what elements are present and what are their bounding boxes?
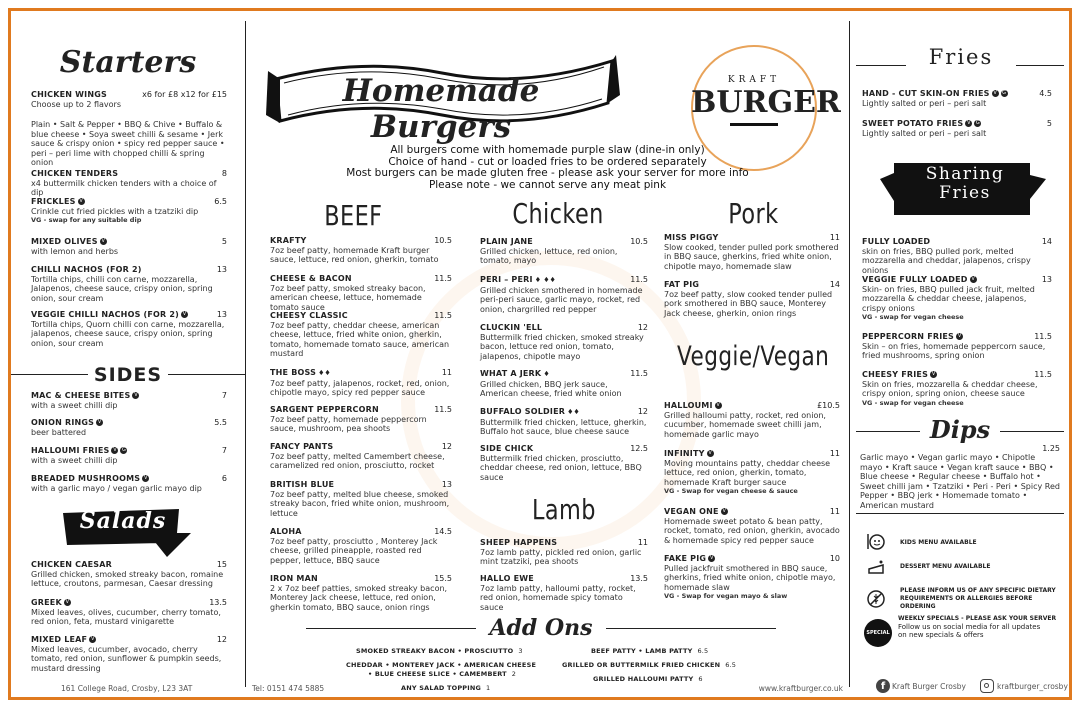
vegan-icon: V	[957, 333, 962, 339]
item-desc: 7oz beef patty, homemade peppercorn sauce, mushroom, pea shoots	[270, 414, 427, 433]
wing-flavours	[31, 120, 227, 168]
gluten-free-icon: G	[975, 120, 980, 126]
fries-title: Fries	[906, 45, 1016, 69]
item-price: 10.5	[434, 236, 452, 245]
menu-item	[31, 391, 227, 410]
item-desc: skin on fries, BBQ pulled pork, melted mozzarella and cheddar, jalapenos, crispy onions	[862, 246, 1031, 275]
starters-title: Starters	[59, 45, 197, 80]
lamb-title: Lamb	[532, 493, 596, 526]
item-desc: Buttermilk fried chicken, smoked streaky bacon, lettuce red onion, tomato, jalapenos, chipotle mayo	[480, 332, 644, 361]
item-name: PEPPERCORN FRIES	[862, 332, 955, 341]
menu-item	[270, 311, 452, 359]
item-desc: Grilled chicken, BBQ jerk sauce, American cheese, fried white onion	[480, 379, 622, 398]
menu-item	[31, 446, 227, 465]
menu-item	[480, 275, 648, 314]
item-price: 13.5	[630, 574, 648, 583]
addons-rule-left	[306, 628, 476, 629]
item-desc: Grilled halloumi patty, rocket, red onion, cucumber, homemade sweet chilli jam, homemade garlic mayo	[664, 410, 826, 439]
item-desc: 7oz beef patty, cheddar cheese, american cheese, lettuce, fried white onion, gherkin, tomato, homemade tomato sauce, american mustard	[270, 320, 450, 358]
menu-item	[862, 275, 1052, 323]
menu-item	[664, 401, 840, 439]
item-desc: Tortilla chips, chilli con carne, mozzarella, Jalapenos, cheese sauce, crispy onion, spring onion, sour cream	[31, 274, 213, 303]
menu-item	[270, 236, 452, 265]
item-price: 15.5	[434, 574, 452, 583]
item-desc: Lightly salted or peri – peri salt	[862, 98, 987, 108]
menu-item	[480, 444, 648, 482]
menu-item	[480, 237, 648, 266]
vegan-note: VG - swap for vegan cheese	[862, 313, 964, 321]
dips-title: Dips	[920, 415, 1000, 444]
item-desc: Grilled chicken smothered in homemade peri-peri sauce, garlic mayo, rocket, red onion, chargrilled red pepper	[480, 285, 643, 314]
veggie-title: Veggie/Vegan	[677, 341, 830, 372]
item-price: 13	[441, 480, 452, 489]
item-price: 12	[441, 442, 452, 451]
logo-underline	[730, 123, 778, 126]
item-desc: Skin – on fries, homemade peppercorn sauce, fried mushrooms, spring onion	[862, 341, 1046, 360]
item-name: CLUCKIN 'ELL	[480, 323, 543, 332]
item-desc: with a garlic mayo / vegan garlic mayo dip	[31, 483, 202, 493]
addons-rule-right	[606, 628, 776, 629]
item-name: CHICKEN CAESAR	[31, 560, 112, 569]
item-price: 11	[829, 449, 840, 458]
item-price: 10	[829, 554, 840, 563]
item-desc: 7oz beef patty, slow cooked tender pulled pork smothered in BBQ sauce, Monterey Jack cheese, gherkin, onion rings	[664, 289, 833, 318]
item-desc: Homemade sweet potato & bean patty, rocket, tomato, red onion, gherkin, avocado & homemade spicy red pepper sauce	[664, 516, 840, 545]
addon-line: BEEF PATTY • LAMB PATTY 6.5	[591, 647, 709, 655]
addon-line: GRILLED OR BUTTERMILK FRIED CHICKEN 6.5	[562, 661, 737, 669]
menu-item	[862, 237, 1052, 275]
menu-item	[664, 554, 840, 602]
item-name: FANCY PANTS	[270, 442, 334, 451]
item-desc: Lightly salted or peri – peri salt	[862, 128, 987, 138]
item-name: HALLOUMI	[664, 401, 713, 410]
chilli-icon: ♦♦	[567, 408, 580, 416]
menu-item	[664, 449, 840, 497]
vegetarian-icon: V	[971, 276, 975, 282]
item-price: 11.5	[1034, 332, 1052, 341]
item-name: IRON MAN	[270, 574, 318, 583]
item-desc: beer battered	[31, 427, 87, 437]
vegetarian-icon: V	[716, 402, 720, 408]
item-price: 6.5	[214, 197, 227, 206]
item-name: BREADED MUSHROOMS	[31, 474, 141, 483]
item-name: CHILLI NACHOS (FOR 2)	[31, 265, 142, 274]
item-name: KRAFTY	[270, 236, 307, 245]
chilli-icon: ♦ ♦♦	[534, 276, 556, 284]
menu-item	[31, 560, 227, 589]
item-price: 10.5	[630, 237, 648, 246]
page-title: Homemade Burgers	[342, 73, 540, 145]
vegetarian-icon: V	[65, 599, 70, 605]
vegan-icon: V	[144, 475, 148, 481]
item-name: INFINITY	[664, 449, 705, 458]
footer-address: 161 College Road, Crosby, L23 3AT	[61, 684, 193, 693]
item-name: FULLY LOADED	[862, 237, 931, 246]
menu-item	[31, 635, 227, 673]
menu-item	[664, 233, 840, 271]
vegan-icon: V	[101, 238, 105, 244]
chilli-icon: ♦	[543, 370, 550, 378]
item-name: VEGAN ONE	[664, 507, 719, 516]
note-line: All burgers come with homemade purple slaw (dine-in only)	[390, 144, 705, 156]
item-price: 12.5	[630, 444, 648, 453]
item-desc: Tortilla chips, Quorn chilli con carne, mozzarella, jalapenos, cheese sauce, crispy onion, spring onion, sour cream	[31, 319, 225, 348]
item-name: CHEESE & BACON	[270, 274, 352, 283]
menu-item	[31, 197, 227, 226]
item-desc: 7oz beef patty, homemade Kraft burger sauce, lettuce, red onion, gherkin, tomato	[270, 245, 439, 264]
item-price: £10.5	[817, 401, 840, 410]
item-price: 11	[637, 538, 648, 547]
item-price: 14	[829, 280, 840, 289]
item-price: 13.5	[209, 598, 227, 607]
item-name: MAC & CHEESE BITES	[31, 391, 131, 400]
item-desc: with a sweet chilli dip	[31, 400, 118, 410]
vegan-icon: V	[182, 311, 187, 317]
gluten-free-icon: G	[122, 447, 126, 453]
item-price: 12	[637, 407, 648, 416]
item-name: CHICKEN TENDERS	[31, 169, 119, 178]
item-name: SHEEP HAPPENS	[480, 538, 558, 547]
vegan-icon: V	[97, 419, 102, 425]
info-dessert: DESSERT MENU AVAILABLE	[900, 563, 991, 570]
item-price: 11.5	[434, 405, 452, 414]
right-column	[850, 11, 1072, 697]
allergy-icon	[866, 589, 886, 609]
menu-item	[270, 442, 452, 471]
item-price: 7	[221, 391, 227, 400]
menu-item	[664, 507, 840, 545]
item-desc: Skin- on fries, BBQ pulled jack fruit, melted mozzarella & cheddar cheese, jalapenos, crispy onions	[862, 284, 1035, 313]
addons-title: Add Ons	[489, 615, 593, 641]
item-name: BRITISH BLUE	[270, 480, 335, 489]
item-price: 11	[441, 368, 452, 377]
item-name: MISS PIGGY	[664, 233, 719, 242]
item-price: 14.5	[434, 527, 452, 536]
item-desc: Grilled chicken, smoked streaky bacon, romaine lettuce, croutons, parmesan, Caesar dressing	[31, 569, 224, 588]
note-line: Most burgers can be made gluten free - please ask your server for more info	[346, 167, 749, 179]
item-name: FRICKLES	[31, 197, 76, 206]
item-price: 1.25	[1042, 444, 1060, 453]
vegetarian-icon: V	[709, 555, 714, 561]
item-price: 11	[829, 507, 840, 516]
item-price: 8	[221, 169, 227, 178]
menu-item	[270, 527, 452, 565]
item-price: 5	[221, 237, 227, 246]
item-desc: 7oz lamb patty, halloumi patty, rocket, red onion, homemade spicy tomato sauce	[480, 583, 636, 612]
item-desc: x4 buttermilk chicken tenders with a choice of dip	[31, 178, 217, 197]
vegan-note: VG - Swap for vegan cheese & sauce	[664, 487, 798, 495]
item-price: 5	[1046, 119, 1052, 128]
menu-item	[862, 370, 1052, 408]
item-price: 11.5	[434, 311, 452, 320]
item-desc: Mixed leaves, olives, cucumber, cherry tomato, red onion, feta, mustard vinigarette	[31, 607, 221, 626]
info-rule	[856, 513, 1064, 514]
item-price: 14	[1041, 237, 1052, 246]
item-desc: 2 x 7oz beef patties, smoked streaky bacon, Monterey Jack cheese, lettuce, red onion, gherkin tomato, BBQ sauce, onion rings	[270, 583, 448, 612]
item-desc: Choose up to 2 flavors	[31, 99, 122, 109]
item-price: 11.5	[1034, 370, 1052, 379]
vegan-icon: V	[967, 120, 971, 126]
item-name: MIXED LEAF	[31, 635, 88, 644]
item-name: WHAT A JERK	[480, 369, 542, 378]
vegan-icon: V	[79, 198, 83, 204]
item-price: 13	[216, 310, 227, 319]
instagram-icon[interactable]	[980, 679, 994, 693]
salads-title: Salads	[79, 508, 167, 534]
menu-item	[31, 169, 227, 198]
item-desc: 7oz beef patty, melted blue cheese, smoked streaky bacon, fried white onion, mushroom, lettuce	[270, 489, 450, 518]
logo-burger: BURGER	[691, 85, 841, 120]
menu-item	[480, 369, 648, 399]
info-specials: WEEKLY SPECIALS - PLEASE ASK YOUR SERVER Follow us on social media for all updates on new specials & offers	[898, 615, 1057, 639]
item-price: 6	[221, 474, 227, 483]
menu-item	[480, 574, 648, 612]
item-price: 5.5	[214, 418, 227, 427]
footer-web: www.kraftburger.co.uk	[758, 684, 843, 693]
item-name: HAND - CUT SKIN-ON FRIES	[862, 89, 990, 98]
item-desc: with lemon and herbs	[31, 246, 119, 256]
menu-item	[664, 280, 840, 318]
item-name: VEGGIE FULLY LOADED	[862, 275, 968, 284]
beef-title: BEEF	[324, 199, 383, 232]
item-desc: 7oz beef patty, prosciutto , Monterey Jack cheese, grilled pineapple, roasted red pepper, lettuce, BBQ sauce	[270, 536, 438, 565]
item-name: PLAIN JANE	[480, 237, 533, 246]
item-name: PERI – PERI	[480, 275, 533, 284]
item-desc: Plain • Salt & Pepper • BBQ & Chive • Buffalo & blue cheese • Soya sweet chilli & sesame • Jerk sauce & crispy onion • spicy red pepper sauce • peri – peri lime with chopped chilli & spring onion	[31, 120, 225, 167]
note-line: Choice of hand - cut or loaded fries to be ordered separately	[388, 155, 707, 168]
item-desc: Buttermilk fried chicken, prosciutto, cheddar cheese, red onion, lettuce, BBQ sauce	[480, 453, 642, 482]
item-name: BUFFALO SOLDIER	[480, 407, 566, 416]
item-desc: Pulled jackfruit smothered in BBQ sauce, gherkins, fried white onion, chipotle mayo, homemade slaw	[664, 563, 836, 592]
menu-item	[270, 274, 452, 312]
addon-line: ANY SALAD TOPPING 1	[401, 684, 491, 692]
item-desc: 7oz beef patty, jalapenos, rocket, red, onion, chipotle mayo, spicy red pepper sauce	[270, 378, 450, 397]
item-price: 15	[216, 560, 227, 569]
item-price: 4.5	[1039, 89, 1052, 98]
item-desc: Buttermilk fried chicken, lettuce, gherkin, Buffalo hot sauce, blue cheese sauce	[480, 417, 647, 436]
item-price: 11	[829, 233, 840, 242]
kids-menu-icon	[866, 531, 886, 551]
footer-facebook: Kraft Burger Crosby	[892, 682, 966, 691]
vegetarian-icon: V	[708, 450, 712, 456]
item-name: CHEESY CLASSIC	[270, 311, 348, 320]
menu-item	[31, 265, 227, 303]
dessert-icon	[866, 557, 886, 577]
vegan-note: VG - swap for vegan cheese	[862, 398, 964, 407]
addon-line: SMOKED STREAKY BACON • PROSCIUTTO 3	[356, 647, 523, 655]
menu-item	[31, 90, 227, 109]
item-desc: Moving mountains patty, cheddar cheese lettuce, red onion, gherkin, tomato, homemade Kraft burger sauce	[664, 458, 831, 487]
menu-item	[480, 407, 648, 437]
item-name: MIXED OLIVES	[31, 237, 98, 246]
note-line: Please note - we cannot serve any meat pink	[428, 178, 667, 191]
item-desc: Skin on fries, mozzarella & cheddar cheese, crispy onion, spring onion, cheese sauce	[862, 379, 1038, 398]
menu-item	[31, 474, 227, 493]
pork-title: Pork	[728, 197, 779, 230]
menu-item	[31, 598, 227, 627]
item-desc: 7oz beef patty, smoked streaky bacon, american cheese, lettuce, homemade tomato sauce	[270, 283, 426, 312]
sides-title: SIDES	[88, 364, 168, 386]
menu-item	[862, 119, 1052, 138]
item-price: 12	[637, 323, 648, 332]
vegan-icon: V	[993, 90, 997, 96]
menu-item	[862, 89, 1052, 108]
item-desc: Slow cooked, tender pulled pork smothered in BBQ sauce, gherkins, fried white onion, chipotle mayo, homemade slaw	[664, 242, 839, 271]
item-desc: Crinkle cut fried pickles with a tzatziki dip	[31, 206, 199, 216]
menu-item	[31, 418, 227, 437]
info-allergy: PLEASE INFORM US OF ANY SPECIFIC DIETARY REQUIREMENTS OR ALLERGIES BEFORE ORDERING	[900, 587, 1056, 610]
chilli-icon: ♦♦	[318, 369, 331, 377]
vegan-icon: V	[91, 636, 95, 642]
item-name: VEGGIE CHILLI NACHOS (FOR 2)	[31, 310, 180, 319]
item-desc: Garlic mayo • Vegan garlic mayo • Chipotle mayo • Kraft sauce • Vegan kraft sauce • BBQ • Blue cheese • Regular cheese • Buffalo hot • Sweet chilli jam • Tzatziki • Peri - Peri • Spicy Red Pepper • BBQ jerk • Homemade tomato • American mustard	[860, 453, 1060, 510]
addon-line: CHEDDAR • MONTEREY JACK • AMERICAN CHEESE	[346, 661, 537, 669]
item-name: ALOHA	[270, 527, 302, 536]
logo-kraft: KRAFT	[727, 75, 781, 85]
item-name: CHICKEN WINGS	[31, 90, 107, 99]
addon-line: GRILLED HALLOUMI PATTY 6	[593, 675, 703, 683]
menu-item	[270, 368, 452, 398]
item-price: 12	[216, 635, 227, 644]
item-price: 11.5	[630, 275, 648, 284]
menu-item	[270, 405, 452, 434]
menu-item	[31, 310, 227, 348]
dips-list	[860, 444, 1060, 510]
footer-tel: Tel: 0151 474 5885	[252, 684, 325, 693]
item-price: 7	[221, 446, 227, 455]
item-name: SARGENT PEPPERCORN	[270, 405, 379, 414]
menu-item	[270, 574, 452, 612]
item-price: 11.5	[434, 274, 452, 283]
item-name: FAKE PIG	[664, 554, 707, 563]
item-name: GREEK	[31, 598, 62, 607]
item-name: HALLOUMI FRIES	[31, 446, 110, 455]
gluten-free-icon: G	[1002, 90, 1007, 96]
item-price: 13	[216, 265, 227, 274]
menu-item	[31, 237, 227, 256]
item-name: FAT PIG	[664, 280, 700, 289]
item-desc: Grilled chicken, lettuce, red onion, tomato, mayo	[480, 246, 618, 265]
vegan-note: VG - Swap for vegan mayo & slaw	[664, 592, 788, 600]
item-name: SIDE CHICK	[480, 444, 534, 453]
item-name: SWEET POTATO FRIES	[862, 119, 964, 128]
item-desc: Mixed leaves, cucumber, avocado, cherry tomato, red onion, sunflower & pumpkin seeds, mustard dressing	[31, 644, 222, 673]
sharing-fries-title: Sharing Fries	[925, 164, 1005, 203]
middle-column	[246, 11, 849, 697]
menu-item	[480, 323, 648, 361]
item-price: 11.5	[630, 369, 648, 378]
vegan-note: VG - swap for any suitable dip	[31, 216, 142, 224]
item-name: CHEESY FRIES	[862, 370, 929, 379]
item-desc: with a sweet chilli dip	[31, 455, 118, 465]
left-column	[11, 11, 245, 697]
facebook-icon[interactable]: f	[876, 679, 890, 693]
item-price: 13	[1041, 275, 1052, 284]
addon-line: • BLUE CHEESE SLICE • CAMEMBERT 2	[368, 670, 517, 678]
burger-notes	[246, 145, 849, 191]
vegan-icon: V	[722, 508, 726, 514]
menu-item	[480, 538, 648, 567]
item-desc: 7oz beef patty, melted Camembert cheese, caramelized red onion, prosciutto, rocket	[270, 451, 445, 470]
item-name: ONION RINGS	[31, 418, 95, 427]
vegetarian-icon: V	[113, 447, 117, 453]
item-desc: 7oz lamb patty, pickled red onion, garlic mint tzatziki, pea shoots	[480, 547, 642, 566]
info-kids: KIDS MENU AVAILABLE	[900, 539, 977, 546]
vegetarian-icon: V	[931, 371, 936, 377]
menu-item	[862, 332, 1052, 361]
item-name: HALLO EWE	[480, 574, 534, 583]
menu-item	[270, 480, 452, 518]
item-name: THE BOSS	[270, 368, 317, 377]
item-price: x6 for £8 x12 for £15	[142, 90, 227, 99]
footer-instagram: kraftburger_crosby	[997, 682, 1068, 691]
vegetarian-icon: V	[134, 392, 138, 398]
special-badge-icon: SPECIAL	[864, 619, 892, 647]
menu-page	[8, 8, 1072, 700]
chicken-title: Chicken	[512, 197, 605, 230]
